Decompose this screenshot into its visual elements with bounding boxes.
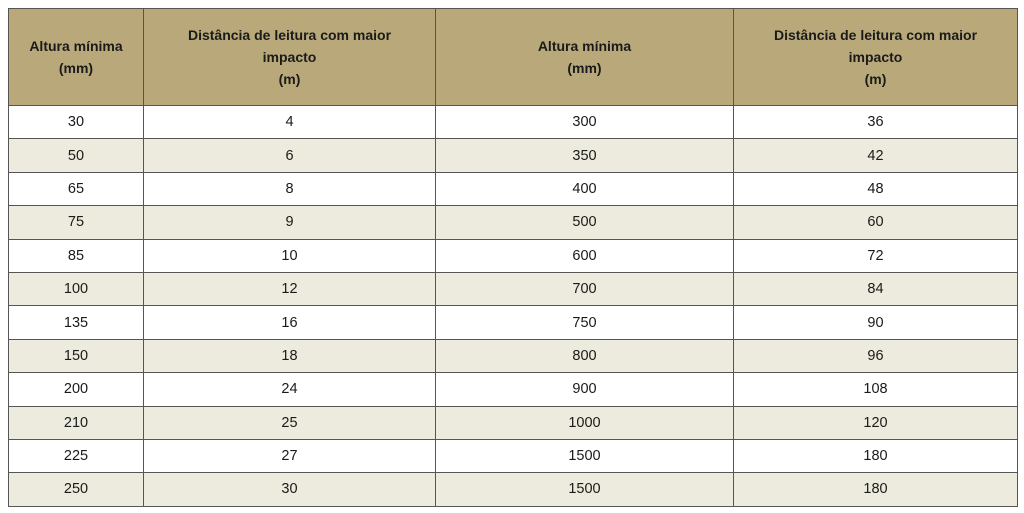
table-cell: 48 bbox=[734, 172, 1018, 205]
column-header-text: (mm) bbox=[567, 60, 602, 76]
table-cell: 24 bbox=[144, 373, 436, 406]
table-cell: 800 bbox=[436, 339, 734, 372]
column-header-text: (mm) bbox=[58, 60, 94, 76]
table-row bbox=[9, 106, 1018, 139]
table-cell: 16 bbox=[144, 306, 436, 339]
table-cell: 10 bbox=[144, 239, 436, 272]
table-cell: 120 bbox=[734, 406, 1018, 439]
column-header-text: (m) bbox=[864, 71, 887, 87]
table-cell: 84 bbox=[734, 272, 1018, 305]
table-cell: 180 bbox=[734, 439, 1018, 472]
table-cell: 8 bbox=[144, 172, 436, 205]
table-cell: 42 bbox=[734, 139, 1018, 172]
table-cell: 400 bbox=[436, 172, 734, 205]
table-row bbox=[9, 272, 1018, 305]
table-row bbox=[9, 239, 1018, 272]
column-header-text: (m) bbox=[278, 71, 301, 87]
table-row bbox=[9, 306, 1018, 339]
table-row bbox=[9, 406, 1018, 439]
table-cell: 108 bbox=[734, 373, 1018, 406]
table-cell: 75 bbox=[9, 206, 144, 239]
reading-distance-table bbox=[8, 8, 1018, 507]
table-cell: 135 bbox=[9, 306, 144, 339]
column-header-text: impacto bbox=[262, 49, 317, 65]
table-cell: 500 bbox=[436, 206, 734, 239]
column-header-1 bbox=[9, 9, 144, 106]
table-cell: 1500 bbox=[436, 439, 734, 472]
table-cell: 1500 bbox=[436, 473, 734, 506]
table-row bbox=[9, 339, 1018, 372]
table-container bbox=[8, 8, 1017, 507]
table-cell: 150 bbox=[9, 339, 144, 372]
table-cell: 100 bbox=[9, 272, 144, 305]
column-header-2 bbox=[144, 9, 436, 106]
table-cell: 6 bbox=[144, 139, 436, 172]
table-cell: 72 bbox=[734, 239, 1018, 272]
table-cell: 60 bbox=[734, 206, 1018, 239]
table-cell: 25 bbox=[144, 406, 436, 439]
table-cell: 9 bbox=[144, 206, 436, 239]
table-cell: 65 bbox=[9, 172, 144, 205]
column-header-text: Altura mínima bbox=[29, 38, 123, 54]
table-row bbox=[9, 206, 1018, 239]
table-header bbox=[9, 9, 1018, 106]
table-cell: 27 bbox=[144, 439, 436, 472]
table-row bbox=[9, 473, 1018, 506]
table-body bbox=[9, 106, 1018, 507]
table-cell: 12 bbox=[144, 272, 436, 305]
table-cell: 90 bbox=[734, 306, 1018, 339]
table-cell: 4 bbox=[144, 106, 436, 139]
table-row bbox=[9, 439, 1018, 472]
table-cell: 30 bbox=[144, 473, 436, 506]
table-cell: 250 bbox=[9, 473, 144, 506]
table-cell: 50 bbox=[9, 139, 144, 172]
table-cell: 750 bbox=[436, 306, 734, 339]
table-cell: 225 bbox=[9, 439, 144, 472]
column-header-text: Altura mínima bbox=[537, 38, 632, 54]
table-row bbox=[9, 139, 1018, 172]
table-cell: 36 bbox=[734, 106, 1018, 139]
column-header-4 bbox=[734, 9, 1018, 106]
table-cell: 30 bbox=[9, 106, 144, 139]
header-row bbox=[9, 9, 1018, 106]
table-cell: 700 bbox=[436, 272, 734, 305]
column-header-text: impacto bbox=[848, 49, 903, 65]
column-header-3 bbox=[436, 9, 734, 106]
table-row bbox=[9, 172, 1018, 205]
table-cell: 85 bbox=[9, 239, 144, 272]
column-header-text: Distância de leitura com maior bbox=[773, 27, 978, 43]
table-cell: 1000 bbox=[436, 406, 734, 439]
table-cell: 900 bbox=[436, 373, 734, 406]
table-cell: 200 bbox=[9, 373, 144, 406]
table-cell: 600 bbox=[436, 239, 734, 272]
table-cell: 180 bbox=[734, 473, 1018, 506]
table-cell: 18 bbox=[144, 339, 436, 372]
column-header-text: Distância de leitura com maior bbox=[187, 27, 392, 43]
table-cell: 300 bbox=[436, 106, 734, 139]
table-cell: 210 bbox=[9, 406, 144, 439]
table-row bbox=[9, 373, 1018, 406]
table-cell: 96 bbox=[734, 339, 1018, 372]
table-cell: 350 bbox=[436, 139, 734, 172]
